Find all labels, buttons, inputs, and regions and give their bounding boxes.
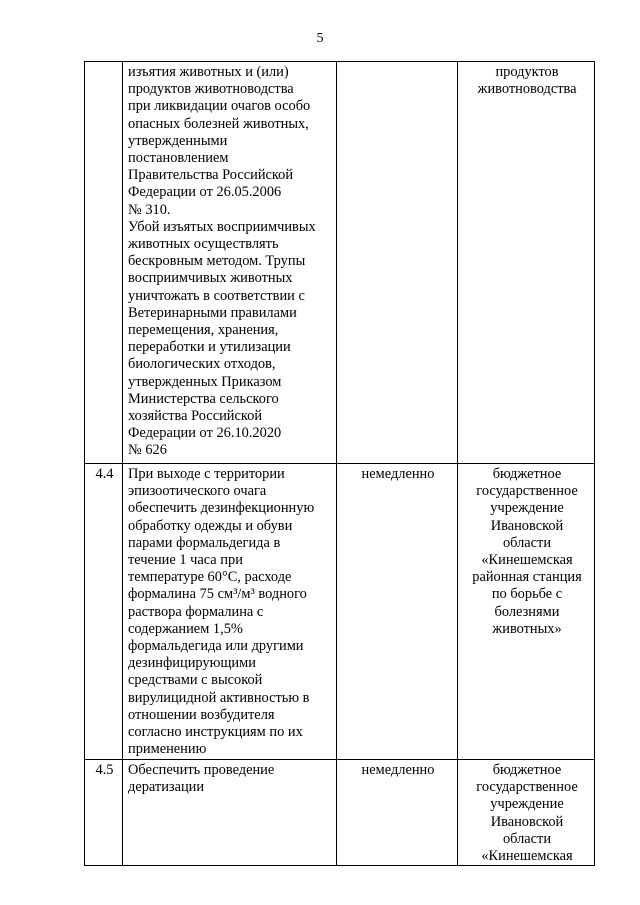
cell-text-line: утвержденными (128, 132, 228, 149)
cell-text-line: опасных болезней животных, (128, 115, 309, 132)
cell-text-line: отношении возбудителя (128, 706, 275, 723)
cell-text-line: Ветеринарными правилами (128, 304, 297, 321)
cell-text-line: течение 1 часа при (128, 552, 243, 569)
cell-text-line: обработку одежды и обуви (128, 517, 293, 534)
cell-text-line: восприимчивых животных (128, 270, 293, 287)
executor-cell (458, 760, 595, 866)
cell-text-line: животноводства (477, 81, 577, 98)
cell-text-line: утвержденных Приказом (128, 373, 282, 390)
cell-text-line: Ивановской (490, 517, 564, 534)
measure-cell (123, 760, 337, 866)
cell-text-line: при ликвидации очагов особо (128, 98, 311, 115)
cell-text-line: животных» (492, 620, 562, 637)
cell-text-line: продуктов животноводства (128, 81, 294, 98)
cell-text-line: температуре 60°С, расходе (128, 569, 292, 586)
cell-text-line: формальдегида или другими (128, 638, 304, 655)
cell-text-line: болезнями (494, 603, 560, 620)
cell-text-line: государственное (476, 779, 578, 796)
cell-text-line: Федерации от 26.10.2020 (128, 425, 282, 442)
cell-text-line: государственное (476, 483, 578, 500)
cell-text-line: бескровным методом. Трупы (128, 253, 306, 270)
cell-text-line: перемещения, хранения, (128, 322, 279, 339)
cell-text-line: изъятия животных и (или) (128, 64, 289, 80)
cell-text-line: «Кинешемская (481, 848, 573, 865)
cell-text-line: постановлением (128, 150, 229, 167)
cell-text-line: переработки и утилизации (128, 339, 291, 356)
cell-text-line: биологических отходов, (128, 356, 276, 373)
cell-text-line: При выходе с территории (128, 466, 285, 482)
cell-text-line: парами формальдегида в (128, 534, 281, 551)
cell-text-line: дезинфицирующими (128, 655, 256, 672)
cell-text-line: средствами с высокой (128, 672, 263, 689)
cell-text-line: хозяйства Российской (128, 408, 263, 425)
cell-text-line: бюджетное (492, 466, 562, 482)
cell-text-line: Правительства Российской (128, 167, 294, 184)
cell-text-line: формалина 75 см³/м³ водного (128, 586, 307, 603)
row-number-cell: 4.4 (85, 464, 123, 760)
cell-text-line: уничтожать в соответствии с (128, 287, 305, 304)
term-cell: немедленно (337, 760, 458, 866)
cell-text-line: № 626 (128, 442, 167, 459)
cell-text-line: области (502, 534, 552, 551)
cell-text-line: учреждение (490, 796, 564, 813)
measure-cell (123, 464, 337, 760)
cell-text-line: раствора формалина с (128, 603, 264, 620)
measures-table (84, 61, 595, 866)
cell-text-line: вирулицидной активностью в (128, 689, 310, 706)
cell-text-line: дератизации (128, 779, 205, 796)
cell-text-line: Министерства сельского (128, 390, 279, 407)
cell-text-line: согласно инструкциям по их (128, 724, 303, 741)
cell-text-line: районная станция (472, 569, 582, 586)
cell-text-line: Федерации от 26.05.2006 (128, 184, 282, 201)
cell-text-line: бюджетное (492, 762, 562, 778)
cell-text-line: эпизоотического очага (128, 483, 267, 500)
row-number-cell: 4.5 (85, 760, 123, 866)
cell-text-line: обеспечить дезинфекционную (128, 500, 315, 517)
term-cell (337, 62, 458, 464)
executor-cell (458, 464, 595, 760)
term-cell: немедленно (337, 464, 458, 760)
cell-text-line: Обеспечить проведение (128, 762, 275, 778)
measure-cell (123, 62, 337, 464)
cell-text-line: Ивановской (490, 813, 564, 830)
cell-text-line: Убой изъятых восприимчивых (128, 218, 316, 235)
cell-text-line: по борьбе с (491, 586, 563, 603)
table-row (85, 760, 595, 866)
cell-text-line: «Кинешемская (481, 552, 573, 569)
cell-text-line: животных осуществлять (128, 236, 279, 253)
executor-cell (458, 62, 595, 464)
page-number: 5 (316, 31, 324, 46)
cell-text-line: применению (128, 741, 207, 758)
row-number-cell (85, 62, 123, 464)
table-row (85, 62, 595, 464)
cell-text-line: продуктов (495, 64, 559, 80)
cell-text-line: № 310. (128, 201, 171, 218)
cell-text-line: области (502, 830, 552, 847)
table-row (85, 464, 595, 760)
cell-text-line: учреждение (490, 500, 564, 517)
cell-text-line: содержанием 1,5% (128, 620, 243, 637)
